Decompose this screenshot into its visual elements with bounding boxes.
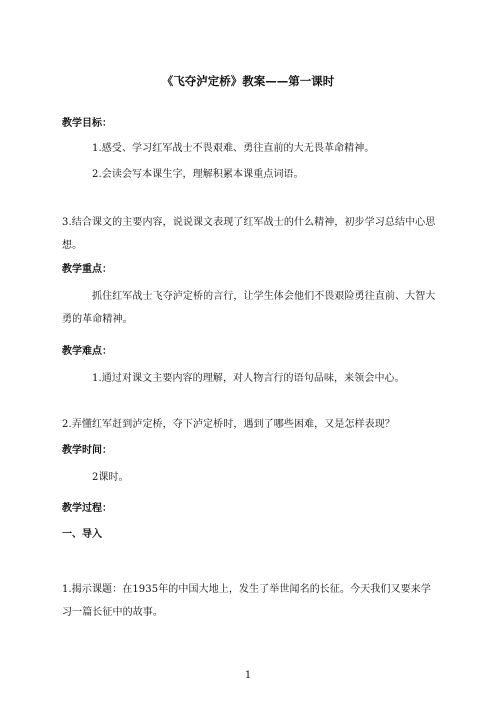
intro-item-1: 1.揭示课题：在1935年的中国大地上，发生了举世闻名的长征。今天我们又要来学习一篇长征中的故事。 xyxy=(62,584,431,618)
intro-heading: 一、导入 xyxy=(62,529,102,540)
goal-item-3: 3.结合课文的主要内容，说说课文表现了红军战士的什么精神，初步学习总结中心思想。 xyxy=(62,217,436,251)
goals-heading: 教学目标： xyxy=(62,118,112,129)
page-number: 1 xyxy=(244,670,252,681)
goal-item-1: 1.感受、学习红军战士不畏艰难、勇往直前的大无畏革命精神。 xyxy=(92,143,375,154)
process-heading: 教学过程： xyxy=(62,503,112,514)
key-heading: 教学重点： xyxy=(62,264,112,275)
difficulty-heading: 教学难点： xyxy=(62,346,112,357)
goal-item-2: 2.会读会写本课生字，理解积累本课重点词语。 xyxy=(92,169,304,180)
document-title: 《飞夺泸定桥》教案——第一课时 xyxy=(161,74,335,88)
difficulty-item-1: 1.通过对课文主要内容的理解，对人物言行的语句品味，来领会中心。 xyxy=(92,373,405,384)
time-value: 2课时。 xyxy=(92,472,129,483)
difficulty-item-2: 2.弄懂红军赶到泸定桥，夺下泸定桥时，遇到了哪些困难，又是怎样表现？ xyxy=(62,419,395,430)
key-point-text: 抓住红军战士飞夺泸定桥的言行，让学生体会他们不畏艰险勇往直前、大智大勇的革命精神。 xyxy=(62,291,436,325)
time-heading: 教学时间： xyxy=(62,445,112,456)
